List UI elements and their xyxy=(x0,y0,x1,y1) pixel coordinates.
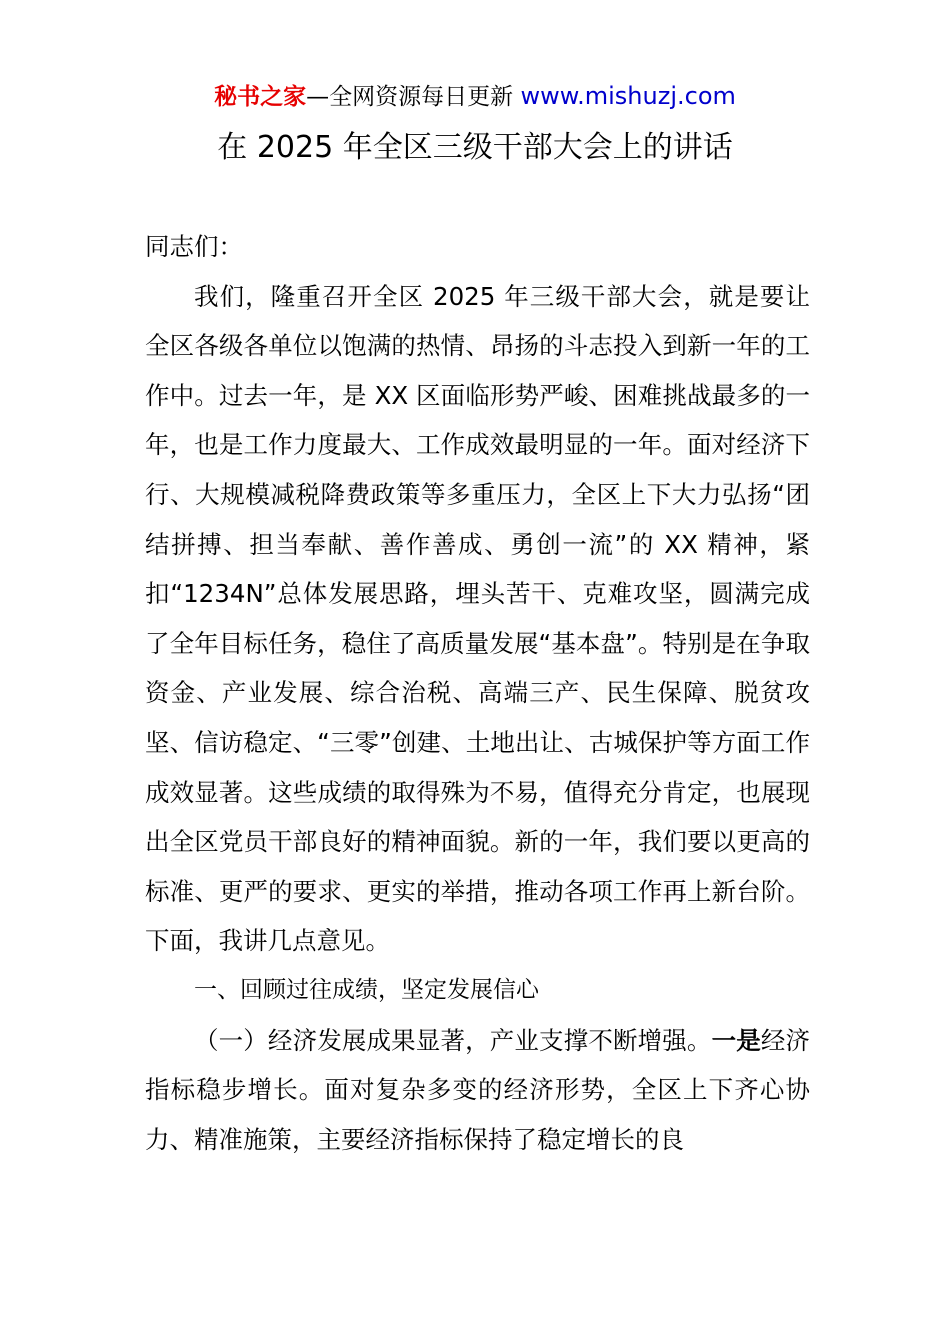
document-title: 在 2025 年全区三级干部大会上的讲话 xyxy=(217,130,733,165)
section-heading: 一、回顾过往成绩，坚定发展信心 xyxy=(194,976,539,1003)
subsection-text: 经济指标稳步增长。面对复杂多变的经济形势，全区上下齐心协力、精准施策，主要经济指标保持了稳定增长的良 xyxy=(145,1025,811,1154)
salutation: 同志们： xyxy=(145,232,243,261)
site-url-link[interactable]: www.mishuzj.com xyxy=(520,82,736,110)
site-brand: 秘书之家 xyxy=(214,84,307,110)
document-body xyxy=(145,222,810,1164)
subsection-paragraph xyxy=(145,1016,810,1165)
subsection-bold-marker: 一是 xyxy=(711,1025,761,1055)
site-slogan: —全网资源每日更新 xyxy=(306,84,514,110)
subsection-lead: （一）经济发展成果显著，产业支撑不断增强。 xyxy=(194,1025,712,1055)
paragraph-intro: 我们，隆重召开全区 2025 年三级干部大会，就是要让全区各级各单位以饱满的热情、昂扬的斗志投入到新一年的工作中。过去一年，是 XX 区面临形势严峻、困难挑战最多的一年，也是工作力度最大、工作成效最明显的一年。面对经济下行、大规模减税降费政策等多重压力，全区上下大力弘扬“团结拼搏、担当奉献、善作善成、勇创一流”的 XX 精神，紧扣“1234N”总体发展思路，埋头苦干、克难攻坚，圆满完成了全年目标任务，稳住了高质量发展“基本盘”。特别是在争取资金、产业发展、综合治税、高端三产、民生保障、脱贫攻坚、信访稳定、“三零”创建、土地出让、古城保护等方面工作成效显著。这些成绩的取得殊为不易，值得充分肯定，也展现出全区党员干部良好的精神面貌。新的一年，我们要以更高的标准、更严的要求、更实的举措，推动各项工作再上新台阶。下面，我讲几点意见。 xyxy=(145,281,810,956)
site-header xyxy=(0,78,950,115)
